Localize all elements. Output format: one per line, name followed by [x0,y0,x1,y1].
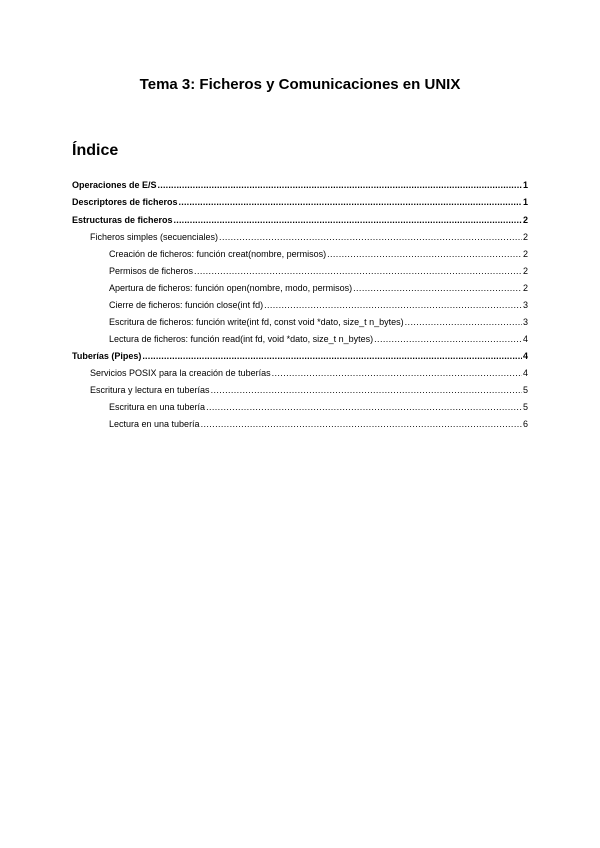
toc-entry-label: Tuberías (Pipes) [72,351,142,361]
toc-page-number: 1 [522,197,528,207]
toc-entry-escritura-ficheros[interactable] [109,316,528,328]
toc-page-number: 1 [522,180,528,190]
toc-page-number: 6 [522,419,528,429]
toc-page-number: 2 [522,215,528,225]
document-title: Tema 3: Ficheros y Comunicaciones en UNIX [139,76,461,93]
toc-leader [142,350,522,362]
toc-page-number: 2 [522,249,528,259]
toc-entry-creacion[interactable] [109,248,528,260]
toc-leader [201,418,522,430]
toc-entry-label: Lectura en una tubería [109,419,200,429]
toc-heading: Índice [72,142,119,159]
toc-page-number: 4 [522,368,528,378]
toc-page-number: 2 [522,283,528,293]
toc-leader [405,316,522,328]
toc-page-number: 4 [522,334,528,344]
toc-entry-label: Escritura y lectura en tuberías [90,385,210,395]
toc-leader [327,248,522,260]
toc-entry-lectura-ficheros[interactable] [109,333,528,345]
toc-entry-label: Lectura de ficheros: función read(int fd, void *dato, size_t n_bytes) [109,334,374,344]
toc-entry-label: Creación de ficheros: función creat(nombre, permisos) [109,249,327,259]
toc-entry-label: Escritura en una tubería [109,402,206,412]
toc-entry-escritura-tuberia[interactable] [109,401,528,413]
toc-leader [206,401,522,413]
toc-entry-operaciones-es[interactable] [72,179,528,191]
toc-leader [211,384,522,396]
toc-entry-lectura-tuberia[interactable] [109,418,528,430]
toc-leader [219,231,522,243]
toc-entry-cierre[interactable] [109,299,528,311]
toc-leader [353,282,522,294]
toc-entry-label: Escritura de ficheros: función write(int fd, const void *dato, size_t n_bytes) [109,317,404,327]
toc-entry-label: Apertura de ficheros: función open(nombre, modo, permisos) [109,283,353,293]
toc-entry-permisos[interactable] [109,265,528,277]
toc-leader [194,265,522,277]
toc-entry-apertura[interactable] [109,282,528,294]
toc-leader [264,299,522,311]
toc-entry-tuberias[interactable] [72,350,528,362]
toc-entry-ficheros-simples[interactable] [90,231,528,243]
toc-leader [158,179,522,191]
toc-page-number: 3 [522,317,528,327]
toc-page-number: 2 [522,232,528,242]
toc-leader [374,333,522,345]
toc-page-number: 3 [522,300,528,310]
toc-entry-estructuras[interactable] [72,214,528,226]
toc-page-number: 2 [522,266,528,276]
toc-page-number: 5 [522,402,528,412]
toc-entry-label: Servicios POSIX para la creación de tuberías [90,368,271,378]
toc-entry-label: Ficheros simples (secuenciales) [90,232,219,242]
toc-leader [179,196,522,208]
toc-page-number: 5 [522,385,528,395]
toc-entry-label: Permisos de ficheros [109,266,194,276]
toc-entry-servicios-posix[interactable] [90,367,528,379]
toc-leader [272,367,522,379]
toc-entry-escritura-lectura-tuberias[interactable] [90,384,528,396]
toc-entry-label: Cierre de ficheros: función close(int fd) [109,300,264,310]
toc-entry-label: Operaciones de E/S [72,180,157,190]
toc-page-number: 4 [522,351,528,361]
toc-leader [174,214,522,226]
toc-entry-descriptores[interactable] [72,196,528,208]
toc-entry-label: Descriptores de ficheros [72,197,178,207]
toc-entry-label: Estructuras de ficheros [72,215,173,225]
